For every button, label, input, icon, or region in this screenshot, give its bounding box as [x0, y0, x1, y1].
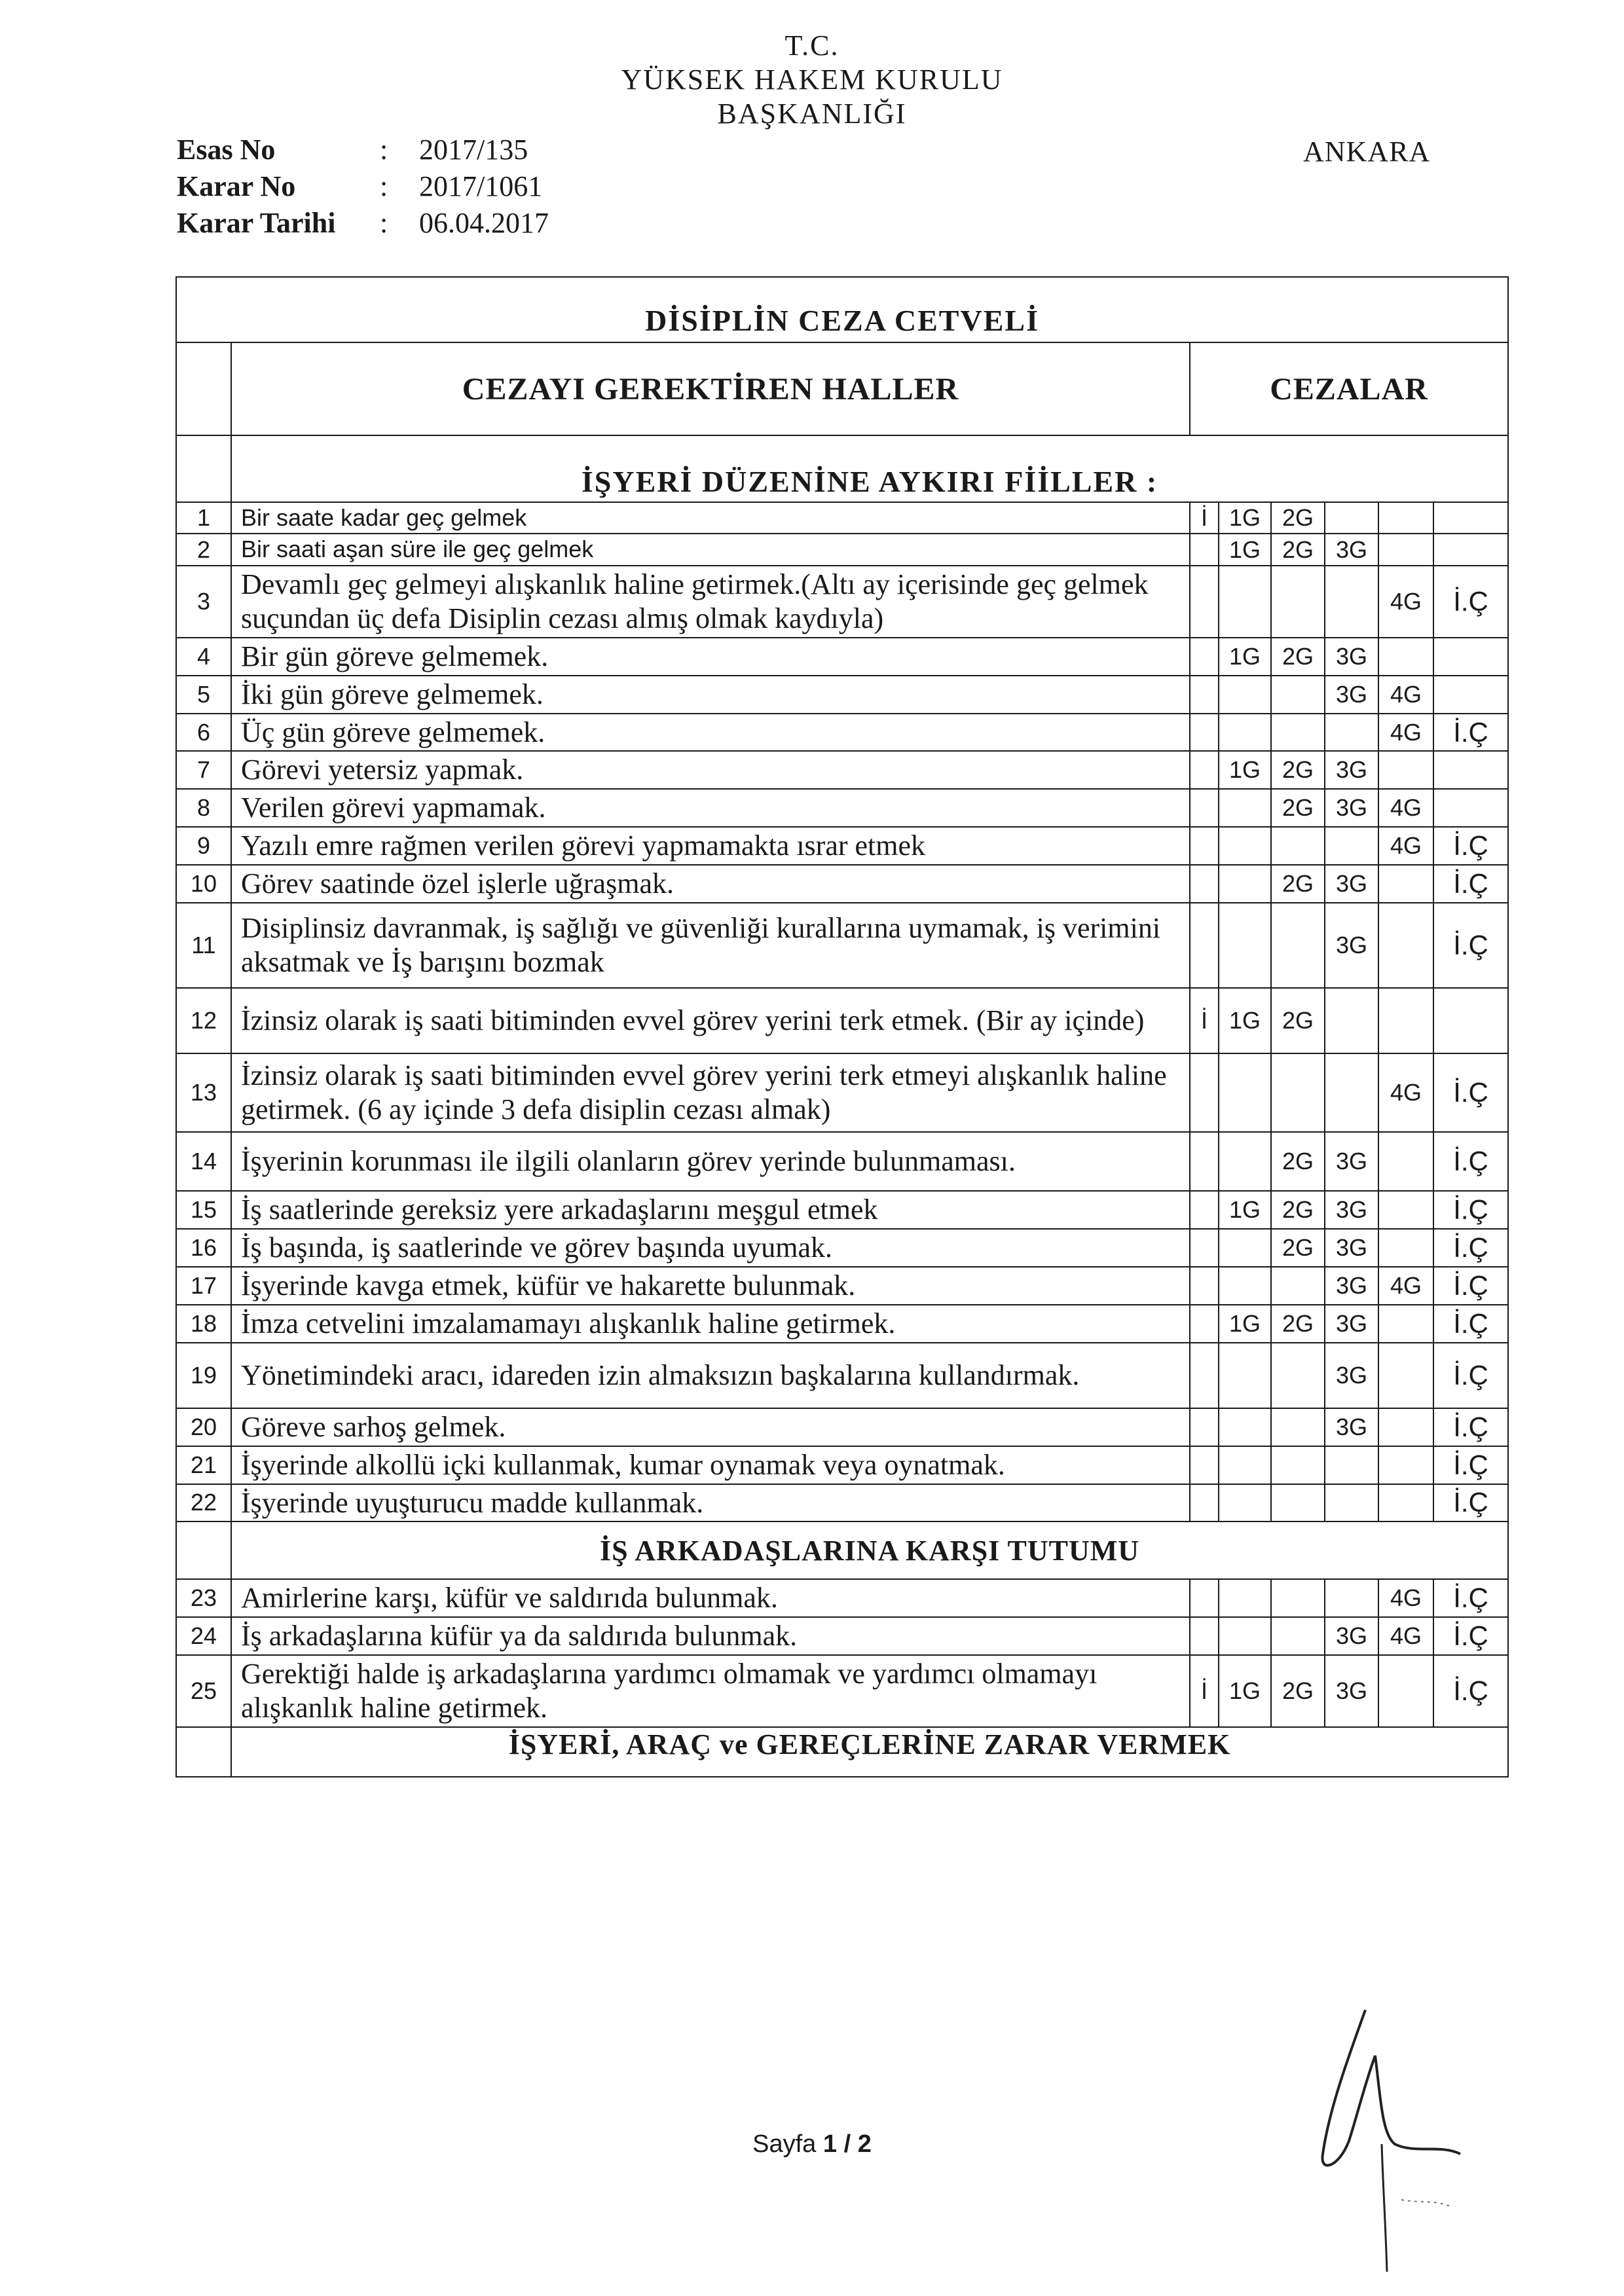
row-number: 7: [176, 751, 231, 789]
meta-sep: :: [380, 170, 388, 202]
penalty-cell: [1190, 789, 1219, 827]
penalty-cell: [1219, 1408, 1271, 1446]
penalty-cell: 3G: [1325, 638, 1378, 676]
blank-cell: [176, 342, 231, 435]
penalty-cell: İ.Ç: [1433, 1446, 1508, 1484]
blank-cell: [176, 1522, 231, 1579]
penalty-cell: 3G: [1325, 534, 1378, 565]
table-row: [176, 1053, 1508, 1132]
penalty-cell: 3G: [1325, 1617, 1378, 1655]
table-row: [176, 1617, 1508, 1655]
penalty-cell: [1190, 1579, 1219, 1617]
penalty-cell: [1190, 1267, 1219, 1305]
meta-row-karar: [177, 168, 549, 204]
row-text: Gerektiği halde iş arkadaşlarına yardımcı olmamak ve yardımcı olmamayı alışkanlık haline getirmek.: [231, 1655, 1190, 1727]
penalty-cell: [1219, 1267, 1271, 1305]
table-title: DİSİPLİN CEZA CETVELİ: [176, 277, 1508, 342]
penalty-cell: 4G: [1378, 714, 1433, 752]
penalty-cell: [1378, 751, 1433, 789]
penalty-cell: 2G: [1271, 1132, 1325, 1191]
penalty-cell: [1219, 566, 1271, 638]
footer-total: 2: [857, 2130, 872, 2158]
penalty-cell: 2G: [1271, 789, 1325, 827]
penalty-cell: 3G: [1325, 1191, 1378, 1229]
table-row: [176, 1408, 1508, 1446]
penalty-cell: 3G: [1325, 1305, 1378, 1343]
penalty-cell: [1271, 1579, 1325, 1617]
penalty-cell: [1190, 714, 1219, 752]
table-row: [176, 566, 1508, 638]
penalty-cell: [1271, 1484, 1325, 1522]
penalty-cell: 3G: [1325, 1267, 1378, 1305]
penalty-cell: [1219, 1484, 1271, 1522]
penalty-cell: 3G: [1325, 1655, 1378, 1727]
penalty-cell: İ.Ç: [1433, 1579, 1508, 1617]
meta-label: Esas No: [177, 133, 276, 166]
section-heading: İŞYERİ DÜZENİNE AYKIRI FİİLLER :: [231, 435, 1508, 502]
penalty-cell: [1190, 1446, 1219, 1484]
penalty-cell: İ.Ç: [1433, 1343, 1508, 1408]
row-number: 21: [176, 1446, 231, 1484]
penalty-cell: 2G: [1271, 1655, 1325, 1727]
row-text: İki gün göreve gelmemek.: [231, 676, 1190, 714]
penalty-cell: İ.Ç: [1433, 1655, 1508, 1727]
row-text: Bir saate kadar geç gelmek: [231, 502, 1190, 534]
table-row: [176, 1446, 1508, 1484]
penalty-cell: [1378, 638, 1433, 676]
penalty-cell: [1378, 1484, 1433, 1522]
penalty-cell: [1378, 1132, 1433, 1191]
section-row: [176, 435, 1508, 502]
penalty-cell: [1271, 1446, 1325, 1484]
meta-row-tarih: [177, 204, 549, 241]
meta-row-esas: [177, 131, 549, 168]
penalty-cell: [1219, 1229, 1271, 1267]
table-row: [176, 1579, 1508, 1617]
header-org: YÜKSEK HAKEM KURULU: [621, 64, 1003, 96]
penalty-cell: İ.Ç: [1433, 903, 1508, 988]
penalty-cell: 4G: [1378, 1267, 1433, 1305]
penalty-cell: 1G: [1219, 751, 1271, 789]
penalty-cell: 3G: [1325, 865, 1378, 903]
row-text: İzinsiz olarak iş saati bitiminden evvel görev yerini terk etmek. (Bir ay içinde): [231, 988, 1190, 1053]
penalty-cell: [1378, 1305, 1433, 1343]
table-row: [176, 1305, 1508, 1343]
city: ANKARA: [1303, 136, 1431, 168]
penalty-cell: [1190, 1408, 1219, 1446]
penalty-cell: İ.Ç: [1433, 1191, 1508, 1229]
penalty-cell: 4G: [1378, 676, 1433, 714]
row-text: İşyerinde kavga etmek, küfür ve hakarette bulunmak.: [231, 1267, 1190, 1305]
row-number: 2: [176, 534, 231, 565]
penalty-cell: [1378, 1191, 1433, 1229]
penalty-cell: İ.Ç: [1433, 1408, 1508, 1446]
column-header-row: [176, 342, 1508, 435]
penalty-cell: 2G: [1271, 1191, 1325, 1229]
penalty-cell: [1378, 1229, 1433, 1267]
penalty-cell: [1190, 1132, 1219, 1191]
penalty-cell: [1271, 1408, 1325, 1446]
row-text: Üç gün göreve gelmemek.: [231, 714, 1190, 752]
penalty-cell: 4G: [1378, 827, 1433, 865]
penalty-cell: [1378, 1343, 1433, 1408]
row-number: 8: [176, 789, 231, 827]
penalty-cell: [1190, 1229, 1219, 1267]
penalty-cell: İ.Ç: [1433, 1267, 1508, 1305]
column-header-penalties: CEZALAR: [1190, 342, 1508, 435]
blank-cell: [176, 435, 231, 502]
row-number: 20: [176, 1408, 231, 1446]
penalty-cell: İ.Ç: [1433, 566, 1508, 638]
penalty-cell: [1433, 789, 1508, 827]
meta-value: 2017/1061: [419, 170, 543, 202]
row-number: 24: [176, 1617, 231, 1655]
row-text: Devamlı geç gelmeyi alışkanlık haline getirmek.(Altı ay içerisinde geç gelmek suçundan üç defa Disiplin cezası almış olmak kaydıyla): [231, 566, 1190, 638]
row-number: 10: [176, 865, 231, 903]
penalty-cell: [1190, 638, 1219, 676]
penalty-cell: [1190, 865, 1219, 903]
row-text: Göreve sarhoş gelmek.: [231, 1408, 1190, 1446]
penalty-cell: [1325, 827, 1378, 865]
penalty-cell: İ: [1190, 988, 1219, 1053]
penalty-cell: 2G: [1271, 1229, 1325, 1267]
row-text: İş arkadaşlarına küfür ya da saldırıda bulunmak.: [231, 1617, 1190, 1655]
penalty-cell: [1219, 676, 1271, 714]
penalty-cell: 2G: [1271, 534, 1325, 565]
row-text: Disiplinsiz davranmak, iş sağlığı ve güvenliği kurallarına uymamak, iş verimini aksatmak ve İş barışını bozmak: [231, 903, 1190, 988]
penalty-cell: [1219, 827, 1271, 865]
penalty-cell: [1190, 1053, 1219, 1132]
penalty-cell: [1325, 1446, 1378, 1484]
row-number: 12: [176, 988, 231, 1053]
meta-value: 2017/135: [419, 133, 528, 166]
table-row: [176, 676, 1508, 714]
row-number: 1: [176, 502, 231, 534]
row-number: 3: [176, 566, 231, 638]
penalty-cell: 2G: [1271, 988, 1325, 1053]
row-text: İş saatlerinde gereksiz yere arkadaşlarını meşgul etmek: [231, 1191, 1190, 1229]
row-number: 6: [176, 714, 231, 752]
row-text: İşyerinin korunması ile ilgili olanların görev yerinde bulunmaması.: [231, 1132, 1190, 1191]
row-text: İzinsiz olarak iş saati bitiminden evvel görev yerini terk etmeyi alışkanlık haline getirmek. (6 ay içinde 3 defa disiplin cezası almak): [231, 1053, 1190, 1132]
penalty-cell: İ.Ç: [1433, 827, 1508, 865]
row-number: 9: [176, 827, 231, 865]
penalty-cell: [1219, 1579, 1271, 1617]
table-row: [176, 1267, 1508, 1305]
penalty-cell: İ.Ç: [1433, 714, 1508, 752]
meta-label: Karar Tarihi: [177, 206, 336, 239]
penalty-cell: 4G: [1378, 1617, 1433, 1655]
penalty-cell: İ.Ç: [1433, 1132, 1508, 1191]
penalty-cell: [1271, 827, 1325, 865]
penalty-cell: [1378, 903, 1433, 988]
row-text: Görevi yetersiz yapmak.: [231, 751, 1190, 789]
section-heading: İŞ ARKADAŞLARINA KARŞI TUTUMU: [231, 1522, 1508, 1579]
section-heading: İŞYERİ, ARAÇ ve GEREÇLERİNE ZARAR VERMEK: [231, 1727, 1508, 1777]
penalty-cell: [1271, 903, 1325, 988]
row-text: Bir saati aşan süre ile geç gelmek: [231, 534, 1190, 565]
penalty-cell: [1433, 676, 1508, 714]
penalty-cell: [1271, 1617, 1325, 1655]
penalty-cell: 1G: [1219, 1305, 1271, 1343]
penalty-cell: [1325, 988, 1378, 1053]
penalty-cell: [1219, 1617, 1271, 1655]
penalty-cell: 1G: [1219, 534, 1271, 565]
penalty-cell: [1325, 502, 1378, 534]
header-tc: T.C.: [784, 29, 840, 62]
penalty-cell: 2G: [1271, 865, 1325, 903]
meta-sep: :: [380, 133, 388, 166]
penalty-cell: İ.Ç: [1433, 1484, 1508, 1522]
table-row: [176, 1229, 1508, 1267]
penalty-cell: 2G: [1271, 1305, 1325, 1343]
penalty-cell: [1378, 865, 1433, 903]
penalty-cell: [1190, 903, 1219, 988]
penalty-cell: 1G: [1219, 502, 1271, 534]
penalty-cell: İ.Ç: [1433, 1229, 1508, 1267]
penalty-cell: 3G: [1325, 789, 1378, 827]
table-row: [176, 534, 1508, 565]
penalty-cell: [1433, 502, 1508, 534]
table-row: [176, 638, 1508, 676]
penalty-cell: 1G: [1219, 988, 1271, 1053]
penalty-cell: 3G: [1325, 676, 1378, 714]
row-number: 23: [176, 1579, 231, 1617]
header-dept: BAŞKANLIĞI: [717, 98, 907, 130]
table-row: [176, 1484, 1508, 1522]
penalty-cell: İ.Ç: [1433, 865, 1508, 903]
penalty-cell: [1271, 1267, 1325, 1305]
penalty-cell: [1378, 502, 1433, 534]
table-row: [176, 827, 1508, 865]
penalty-cell: [1219, 714, 1271, 752]
table-row: [176, 789, 1508, 827]
penalty-cell: 2G: [1271, 502, 1325, 534]
penalty-cell: [1325, 1484, 1378, 1522]
penalty-cell: [1219, 903, 1271, 988]
row-number: 13: [176, 1053, 231, 1132]
penalty-cell: [1378, 1408, 1433, 1446]
meta-sep: :: [380, 206, 388, 239]
row-number: 19: [176, 1343, 231, 1408]
meta-value: 06.04.2017: [419, 206, 549, 239]
table-row: [176, 865, 1508, 903]
penalty-cell: [1190, 827, 1219, 865]
penalty-cell: 3G: [1325, 751, 1378, 789]
table-row: [176, 988, 1508, 1053]
penalty-cell: 4G: [1378, 566, 1433, 638]
penalty-cell: 4G: [1378, 1579, 1433, 1617]
penalty-cell: [1219, 1132, 1271, 1191]
table-row: [176, 502, 1508, 534]
row-text: İş başında, iş saatlerinde ve görev başında uyumak.: [231, 1229, 1190, 1267]
penalty-cell: 1G: [1219, 1191, 1271, 1229]
footer-page: 1: [822, 2130, 838, 2158]
penalty-cell: [1190, 676, 1219, 714]
section-row: [176, 1522, 1508, 1579]
table-row: [176, 751, 1508, 789]
row-number: 25: [176, 1655, 231, 1727]
penalty-cell: 3G: [1325, 1408, 1378, 1446]
penalty-cell: [1271, 714, 1325, 752]
penalty-cell: 4G: [1378, 1053, 1433, 1132]
case-meta: [177, 131, 549, 241]
row-text: Verilen görevi yapmamak.: [231, 789, 1190, 827]
penalty-cell: 2G: [1271, 751, 1325, 789]
row-number: 15: [176, 1191, 231, 1229]
penalty-cell: [1271, 1053, 1325, 1132]
penalty-cell: [1190, 1343, 1219, 1408]
row-text: Görev saatinde özel işlerle uğraşmak.: [231, 865, 1190, 903]
row-text: Yönetimindeki aracı, idareden izin almaksızın başkalarına kullandırmak.: [231, 1343, 1190, 1408]
penalty-cell: İ.Ç: [1433, 1305, 1508, 1343]
penalty-cell: [1219, 1053, 1271, 1132]
penalty-cell: [1378, 1446, 1433, 1484]
table-row: [176, 1191, 1508, 1229]
table-row: [176, 1132, 1508, 1191]
table-row: [176, 714, 1508, 752]
penalty-cell: [1190, 534, 1219, 565]
penalty-cell: [1219, 1343, 1271, 1408]
penalty-cell: 2G: [1271, 638, 1325, 676]
penalty-cell: 1G: [1219, 1655, 1271, 1727]
row-number: 11: [176, 903, 231, 988]
penalty-cell: 3G: [1325, 903, 1378, 988]
penalty-cell: [1219, 789, 1271, 827]
row-text: İmza cetvelini imzalamamayı alışkanlık haline getirmek.: [231, 1305, 1190, 1343]
penalty-cell: 1G: [1219, 638, 1271, 676]
penalty-cell: [1219, 865, 1271, 903]
penalty-cell: [1433, 751, 1508, 789]
row-number: 14: [176, 1132, 231, 1191]
penalty-cell: [1190, 1305, 1219, 1343]
penalty-cell: [1271, 1343, 1325, 1408]
penalty-cell: [1190, 566, 1219, 638]
penalty-cell: [1190, 1484, 1219, 1522]
column-header-cases: CEZAYI GEREKTİREN HALLER: [231, 342, 1190, 435]
penalty-cell: [1433, 534, 1508, 565]
section-row: [176, 1727, 1508, 1777]
penalty-cell: [1433, 638, 1508, 676]
row-number: 22: [176, 1484, 231, 1522]
penalty-cell: [1325, 714, 1378, 752]
penalty-cell: [1271, 676, 1325, 714]
penalty-cell: [1190, 751, 1219, 789]
penalty-cell: 4G: [1378, 789, 1433, 827]
row-number: 5: [176, 676, 231, 714]
penalty-cell: [1378, 534, 1433, 565]
row-text: Amirlerine karşı, küfür ve saldırıda bulunmak.: [231, 1579, 1190, 1617]
table-row: [176, 1655, 1508, 1727]
penalty-cell: 3G: [1325, 1229, 1378, 1267]
footer-prefix: Sayfa: [752, 2130, 817, 2158]
penalty-cell: [1271, 566, 1325, 638]
row-number: 18: [176, 1305, 231, 1343]
table-row: [176, 1343, 1508, 1408]
penalty-cell: [1433, 988, 1508, 1053]
penalty-cell: İ: [1190, 1655, 1219, 1727]
row-number: 4: [176, 638, 231, 676]
footer-slash: /: [843, 2130, 851, 2158]
penalty-cell: [1190, 1617, 1219, 1655]
penalty-cell: 3G: [1325, 1132, 1378, 1191]
row-number: 17: [176, 1267, 231, 1305]
penalty-cell: [1325, 1053, 1378, 1132]
penalty-cell: İ.Ç: [1433, 1053, 1508, 1132]
blank-cell: [176, 1727, 231, 1777]
penalty-cell: [1190, 1191, 1219, 1229]
row-text: Bir gün göreve gelmemek.: [231, 638, 1190, 676]
penalty-cell: [1325, 1579, 1378, 1617]
penalty-cell: [1378, 1655, 1433, 1727]
penalty-cell: [1325, 566, 1378, 638]
table-row: [176, 903, 1508, 988]
penalty-table: [175, 276, 1509, 1777]
penalty-cell: 3G: [1325, 1343, 1378, 1408]
row-text: İşyerinde alkollü içki kullanmak, kumar oynamak veya oynatmak.: [231, 1446, 1190, 1484]
row-text: Yazılı emre rağmen verilen görevi yapmamakta ısrar etmek: [231, 827, 1190, 865]
penalty-cell: [1378, 988, 1433, 1053]
row-text: İşyerinde uyuşturucu madde kullanmak.: [231, 1484, 1190, 1522]
table-title-row: [176, 277, 1508, 342]
penalty-cell: [1219, 1446, 1271, 1484]
row-number: 16: [176, 1229, 231, 1267]
page-footer: [0, 2130, 1624, 2159]
meta-label: Karar No: [177, 170, 296, 202]
penalty-cell: İ.Ç: [1433, 1617, 1508, 1655]
penalty-cell: İ: [1190, 502, 1219, 534]
